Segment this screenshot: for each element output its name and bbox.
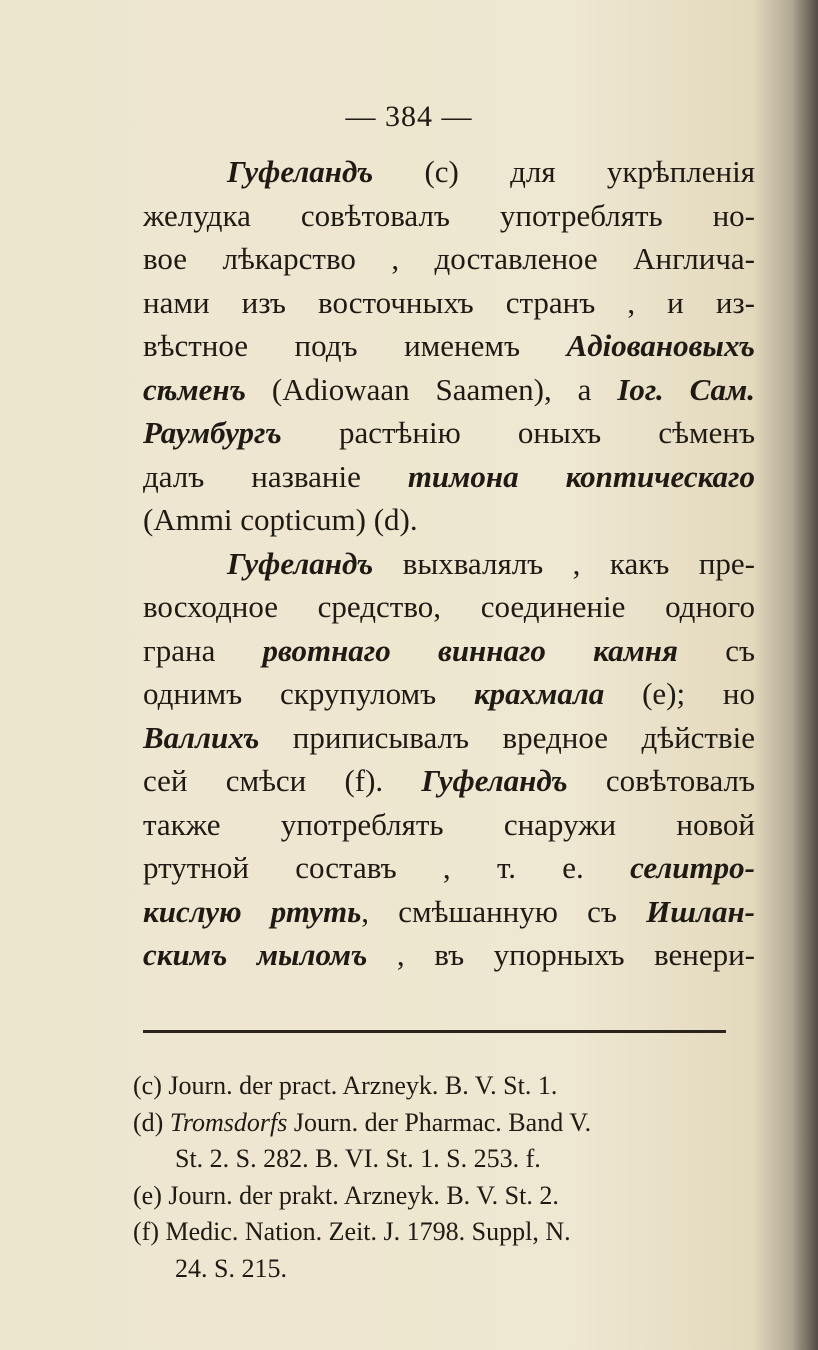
text-line: далъ названіе тимона коптическаго [143,458,755,494]
text-line: ртутной составъ , т. е. селитро- [143,850,755,885]
footnote-f: (f) Medic. Nation. Zeit. J. 1798. Suppl, N. [133,1217,571,1246]
footnote-f-continued: 24. S. 215. [175,1253,287,1283]
text-line: Гуфеландъ (c) для укрѣпленія [227,154,755,189]
text-line: восходное средство, соединеніе одного [143,589,755,624]
footnote-e: (e) Journ. der prakt. Arzneyk. B. V. St. 2. [133,1180,559,1210]
footnote-d-continued: St. 2. S. 282. B. VI. St. 1. S. 253. f. [175,1144,541,1173]
footnotes [133,1068,743,1287]
text-line: кислую ртуть, смѣшанную съ Ишлан- [143,893,755,929]
main-text [143,150,755,977]
text-line: сей смѣси (f). Гуфеландъ совѣтовалъ [143,763,755,798]
text-line: Раумбургъ растѣнію оныхъ сѣменъ [143,415,755,450]
text-line: сѣменъ (Adiowaan Saamen), а Іог. Сам. [143,371,755,407]
paragraph-1 [143,150,755,542]
footnote-c: (c) Journ. der pract. Arzneyk. B. V. St. 1. [133,1071,558,1100]
text-line: Гуфеландъ выхвалялъ , какъ пре- [227,545,755,581]
text-line: скимъ мыломъ , въ упорныхъ венери- [143,937,756,972]
page-number: — 384 — [345,100,473,133]
text-line: вѣстное подъ именемъ Адіовановыхъ [143,328,755,363]
text-line: (Ammi copticum) (d). [143,502,418,537]
page-edge-shadow [792,0,818,1350]
footnote-d: (d) Tromsdorfs Journ. der Pharmac. Band V. [133,1107,592,1137]
paragraph-2 [143,542,755,977]
text-line: вое лѣкарство , доставленое Англича- [143,241,755,276]
text-line: желудка совѣтовалъ употреблять но- [143,197,755,233]
text-line: однимъ скрупуломъ крахмала (e); но [143,676,755,711]
text-line: Валлихъ приписывалъ вредное дѣйствіе [143,719,755,755]
text-line: также употреблять снаружи новой [143,806,755,842]
text-line: грана рвотнаго виннаго камня съ [143,632,755,668]
footnote-divider [143,1030,726,1033]
text-line: нами изъ восточныхъ странъ , и из- [143,284,755,320]
